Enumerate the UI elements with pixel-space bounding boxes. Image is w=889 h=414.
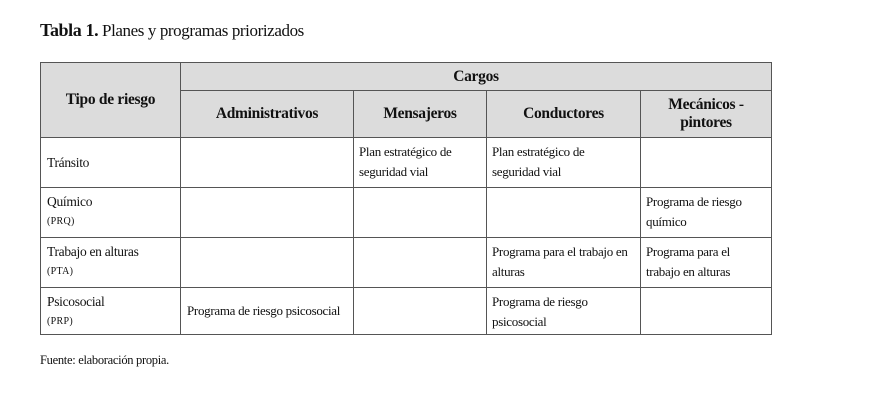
header-mecanicos-pintores: Mecánicos - pintores [641,91,772,138]
header-administrativos: Administrativos [181,91,354,138]
risk-name: Trabajo en alturas [47,244,139,259]
table-caption [40,20,304,41]
table-caption-label: Tabla 1. [40,20,99,40]
table-row [41,238,772,288]
table-row [41,188,772,238]
row-risk-cell [41,288,181,335]
table-row [41,138,772,188]
header-risk-type: Tipo de riesgo [41,63,181,138]
table-cell [487,188,641,238]
risk-name: Químico [47,194,93,209]
table-cell: Programa de riesgo psicosocial [181,288,354,335]
priority-plans-table [40,62,772,335]
risk-name: Tránsito [47,154,90,170]
table-caption-title: Planes y programas priorizados [102,21,304,40]
risk-abbreviation: (PRQ) [47,216,75,227]
table-cell [181,188,354,238]
table-cell: Programa de riesgo químico [641,188,772,238]
table-cell: Programa de riesgo psicosocial [487,288,641,335]
table-cell [641,138,772,188]
risk-abbreviation: (PTA) [47,266,74,277]
header-cargos: Cargos [181,63,772,91]
row-risk-cell [41,238,181,288]
risk-name: Psicosocial [47,294,105,309]
table-cell [641,288,772,335]
table-cell [181,138,354,188]
row-risk-cell [41,188,181,238]
header-conductores: Conductores [487,91,641,138]
header-mensajeros: Mensajeros [354,91,487,138]
source-note: Fuente: elaboración propia. [40,353,170,367]
table-cell [354,238,487,288]
table-cell: Plan estratégico de seguridad vial [487,138,641,188]
row-risk-cell [41,138,181,188]
table-cell: Programa para el trabajo en alturas [641,238,772,288]
risk-abbreviation: (PRP) [47,316,73,327]
table-cell: Plan estratégico de seguridad vial [354,138,487,188]
table-cell [354,188,487,238]
table-cell [181,238,354,288]
table-cell: Programa para el trabajo en alturas [487,238,641,288]
table-row [41,288,772,335]
table-cell [354,288,487,335]
